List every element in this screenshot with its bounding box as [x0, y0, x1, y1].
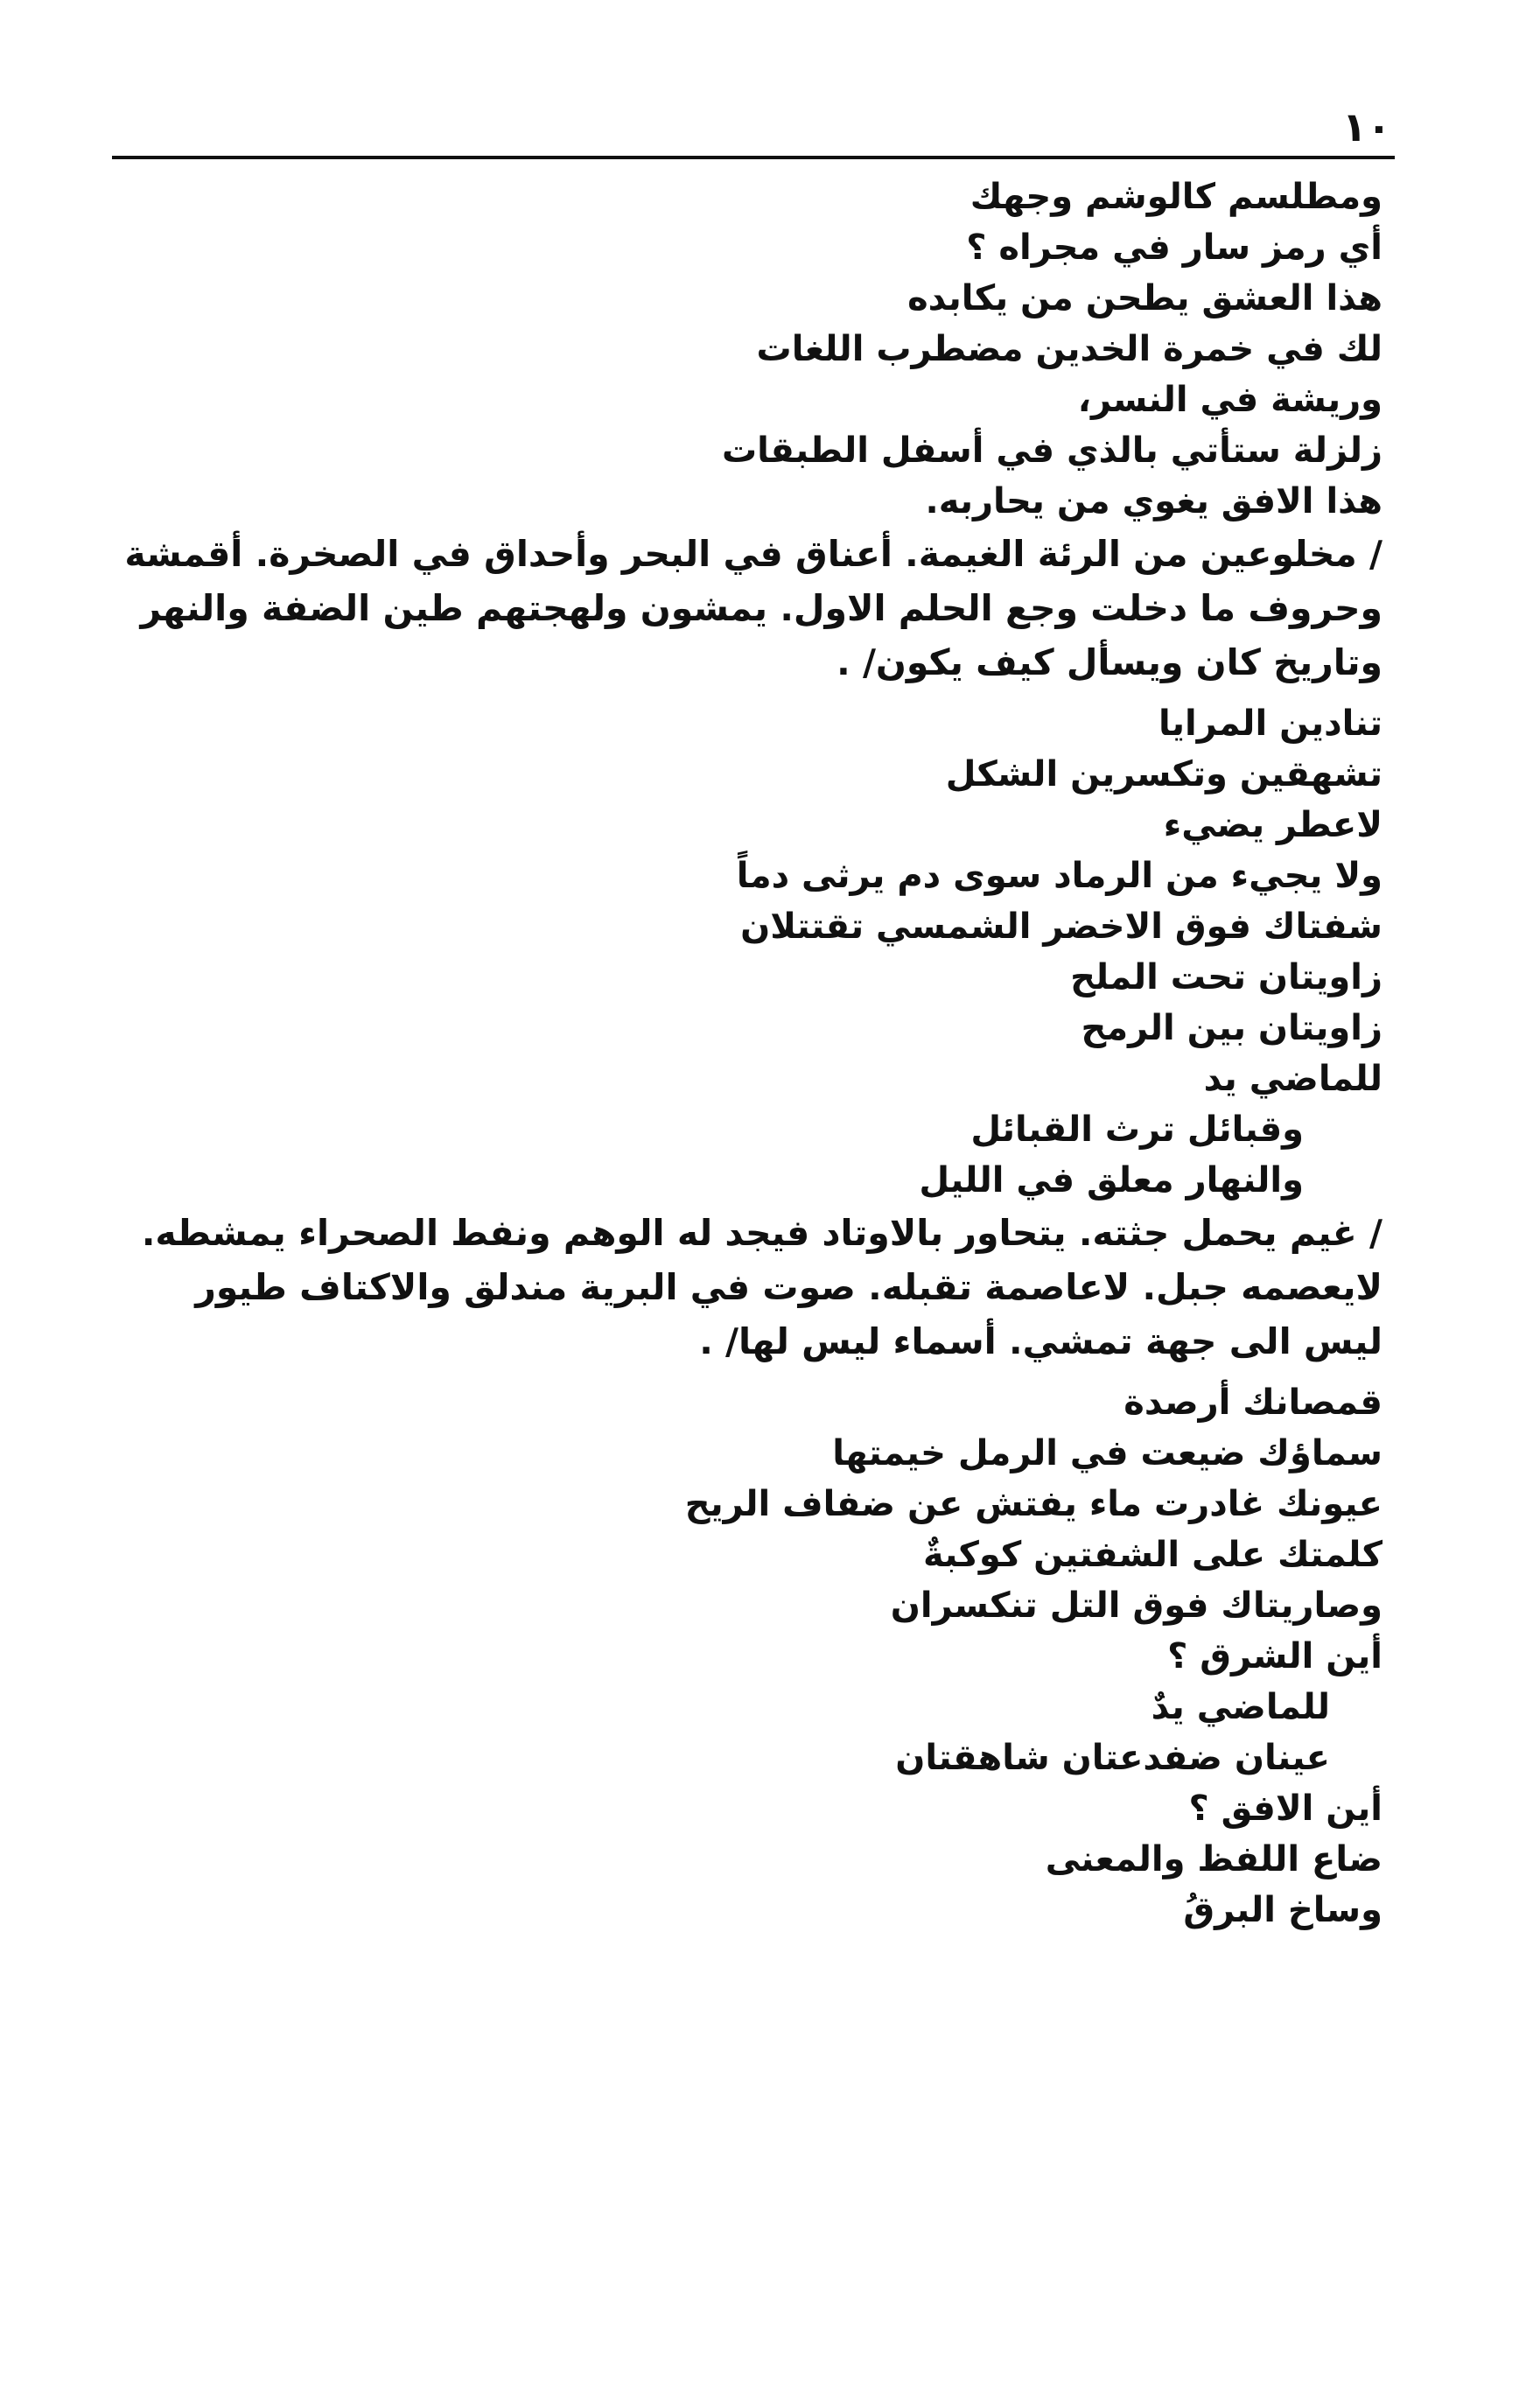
poem-line: زاويتان بين الرمح	[1081, 1008, 1382, 1048]
poem-line: تشهقين وتكسرين الشكل	[945, 754, 1382, 794]
stanza-2-indented	[105, 1104, 1382, 1206]
header-rule	[112, 156, 1395, 159]
poem-line: وساخ البرقُ	[1183, 1890, 1382, 1930]
page-number: ١٠	[1341, 103, 1391, 150]
prose-line: وتاريخ كان ويسأل كيف يكون/ .	[836, 641, 1382, 683]
poem-line: عيونك غادرت ماء يفتش عن ضفاف الريح	[684, 1484, 1382, 1524]
poem-line: لاعطر يضيء	[1163, 805, 1382, 845]
poem-line: زاويتان تحت الملح	[1070, 957, 1382, 998]
poem-line: قمصانك أرصدة	[1124, 1382, 1382, 1423]
poem-line: للماضي يد	[1203, 1059, 1382, 1099]
poem-line: أين الشرق ؟	[1167, 1636, 1382, 1676]
poem-line: ومطلسم كالوشم وجهك	[970, 177, 1382, 217]
stanza-4	[105, 1783, 1382, 1936]
prose-passage-1	[124, 527, 1382, 690]
poem-line: زلزلة ستأتي بالذي في أسفل الطبقات	[721, 430, 1382, 471]
stanza-2	[105, 698, 1382, 1104]
poem-line: شفتاك فوق الاخضر الشمسي تقتتلان	[740, 906, 1382, 947]
poem-line: ضاع اللفظ والمعنى	[1045, 1839, 1382, 1880]
poem-line: سماؤك ضيعت في الرمل خيمتها	[832, 1433, 1382, 1474]
poem-line: هذا العشق يطحن من يكابده	[907, 278, 1382, 318]
poem-body	[105, 172, 1382, 1936]
stanza-3	[105, 1377, 1382, 1682]
prose-line: وحروف ما دخلت وجع الحلم الاول. يمشون ولهجتهم طين الضفة والنهر	[140, 587, 1382, 629]
stanza-3-indented	[105, 1682, 1382, 1783]
poem-line: لك في خمرة الخدين مضطرب اللغات	[756, 329, 1382, 369]
prose-passage-2	[141, 1206, 1382, 1368]
poem-line: وريشة في النسر،	[1077, 380, 1382, 420]
poem-line-indented: وقبائل ترث القبائل	[970, 1110, 1304, 1150]
poem-line: تنادين المرايا	[1158, 704, 1382, 744]
poem-line: أي رمز سار في مجراه ؟	[966, 228, 1382, 268]
poem-line: هذا الافق يغوي من يحاربه.	[925, 481, 1382, 522]
prose-line: ليس الى جهة تمشي. أسماء ليس لها/ .	[699, 1320, 1382, 1362]
prose-line: / مخلوعين من الرئة الغيمة. أعناق في البحر وأحداق في الصخرة. أقمشة	[124, 533, 1382, 575]
poem-line-indented: والنهار معلق في الليل	[919, 1160, 1304, 1200]
stanza-1	[105, 172, 1382, 527]
poem-line-indented: للماضي يدٌ	[1151, 1687, 1330, 1727]
poem-line: وصاريتاك فوق التل تنكسران	[890, 1586, 1382, 1626]
poem-line: ولا يجيء من الرماد سوى دم يرثى دماً	[736, 856, 1382, 896]
poem-line: كلمتك على الشفتين كوكبةٌ	[923, 1535, 1382, 1575]
poem-line: أين الافق ؟	[1188, 1788, 1382, 1829]
poem-line-indented: عينان ضفدعتان شاهقتان	[895, 1738, 1330, 1778]
prose-line: / غيم يحمل جثته. يتحاور بالاوتاد فيجد له الوهم ونفط الصحراء يمشطه.	[141, 1212, 1382, 1254]
prose-line: لايعصمه جبل. لاعاصمة تقبله. صوت في البرية مندلق والاكتاف طيور	[195, 1266, 1382, 1308]
